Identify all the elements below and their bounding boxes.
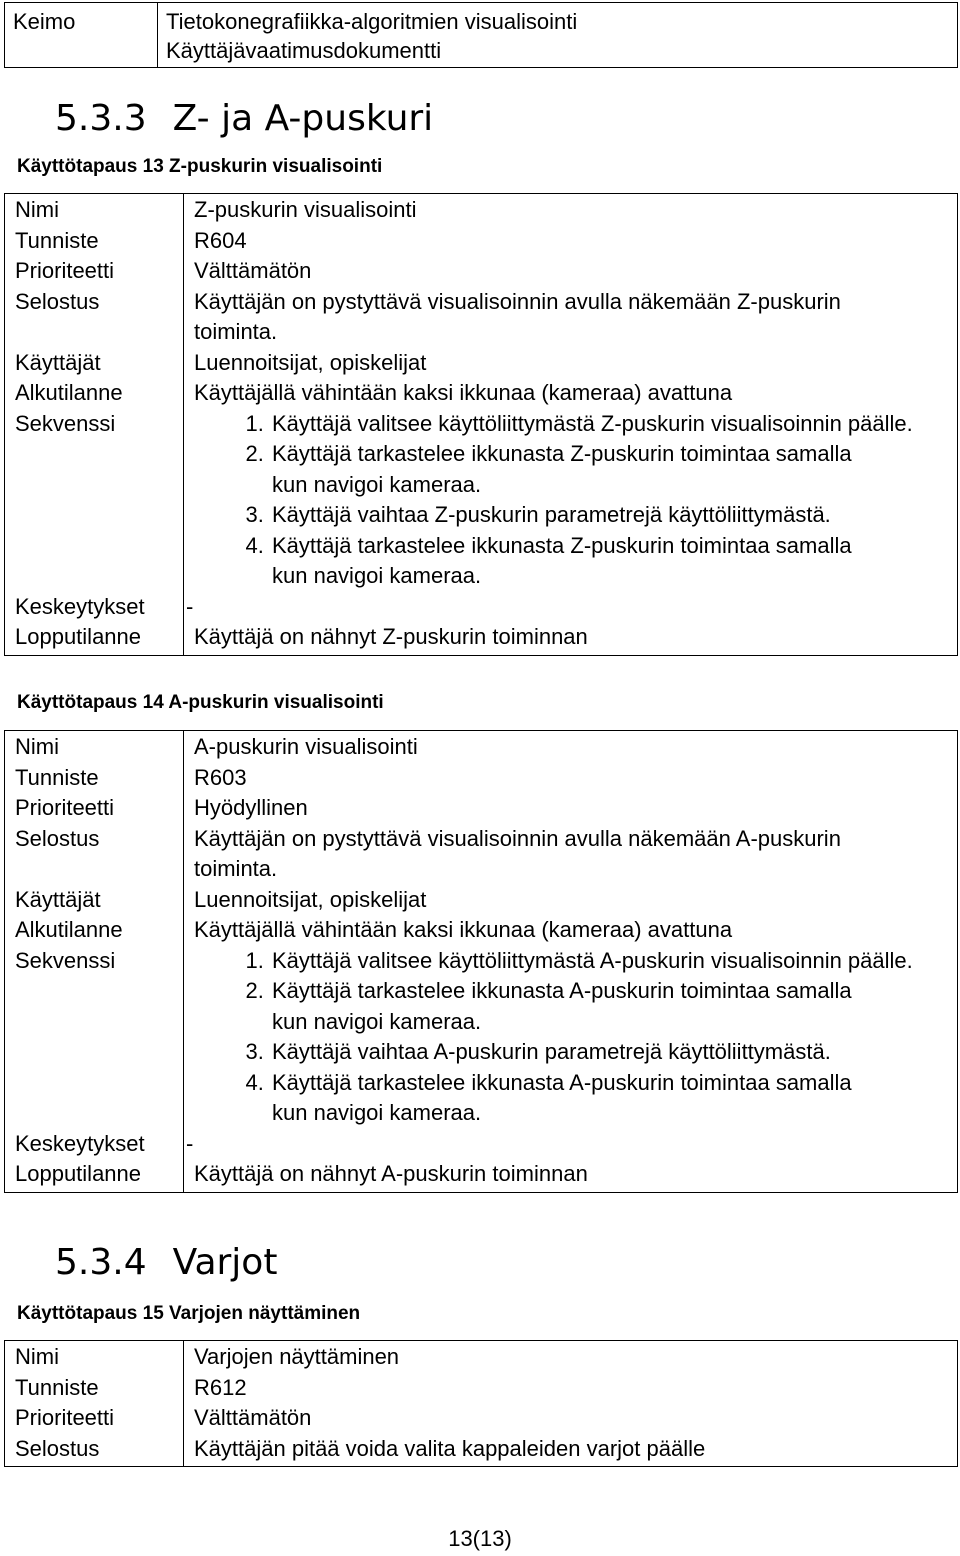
row-key: Alkutilanne: [5, 915, 184, 946]
table-row: [5, 287, 958, 348]
row-value: Hyödyllinen: [184, 793, 958, 824]
row-key: Selostus: [5, 287, 184, 348]
row-value: R603: [184, 763, 958, 794]
sequence-list: [194, 409, 947, 592]
table-row: [5, 194, 958, 226]
table-row: [5, 793, 958, 824]
row-key: Sekvenssi: [5, 946, 184, 1129]
row-value: Luennoitsijat, opiskelijat: [184, 885, 958, 916]
row-value: Käyttäjän pitää voida valita kappaleiden varjot päälle: [184, 1434, 958, 1467]
row-value: Käyttäjän on pystyttävä visualisoinnin avulla näkemään A-puskurin toiminta.: [184, 824, 958, 885]
use-case-table: [4, 1340, 958, 1467]
section-number: 5.3.4: [55, 1242, 147, 1283]
row-value: Käyttäjä on nähnyt A-puskurin toiminnan: [184, 1159, 958, 1192]
row-value: Käyttäjän on pystyttävä visualisoinnin avulla näkemään Z-puskurin toiminta.: [184, 287, 958, 348]
row-value: Välttämätön: [184, 256, 958, 287]
sequence-step: 2. Käyttäjä tarkastelee ikkunasta A-puskurin toimintaa samalla kun navigoi kameraa.: [270, 976, 947, 1037]
table-row: [5, 226, 958, 257]
row-value: Käyttäjä on nähnyt Z-puskurin toiminnan: [184, 622, 958, 655]
row-key: Prioriteetti: [5, 1403, 184, 1434]
document-info: [158, 3, 958, 68]
row-key: Selostus: [5, 1434, 184, 1467]
table-row: [5, 915, 958, 946]
table-row: [5, 409, 958, 592]
sequence-cell: [184, 946, 958, 1129]
section-heading: [55, 1242, 277, 1283]
section-number: 5.3.3: [55, 98, 147, 139]
table-row: [5, 1434, 958, 1467]
sequence-step: 4. Käyttäjä tarkastelee ikkunasta A-puskurin toimintaa samalla kun navigoi kameraa.: [270, 1068, 947, 1129]
row-value: Luennoitsijat, opiskelijat: [184, 348, 958, 379]
use-case-title: Käyttötapaus 13 Z-puskurin visualisointi: [17, 156, 383, 177]
row-key: Nimi: [5, 1341, 184, 1373]
use-case-table: [4, 730, 958, 1193]
section-heading: [55, 98, 433, 139]
table-row: [5, 348, 958, 379]
row-key: Käyttäjät: [5, 885, 184, 916]
row-key: Lopputilanne: [5, 1159, 184, 1192]
page-number: 13(13): [448, 1526, 512, 1551]
row-value: Käyttäjällä vähintään kaksi ikkunaa (kameraa) avattuna: [184, 378, 958, 409]
table-row: [5, 824, 958, 885]
sequence-step: 1. Käyttäjä valitsee käyttöliittymästä Z-puskurin visualisoinnin päälle.: [270, 409, 947, 440]
row-key: Prioriteetti: [5, 793, 184, 824]
row-value: R604: [184, 226, 958, 257]
sequence-step: 3. Käyttäjä vaihtaa A-puskurin parametrejä käyttöliittymästä.: [270, 1037, 947, 1068]
row-value: Välttämätön: [184, 1403, 958, 1434]
section-title: Varjot: [172, 1242, 278, 1283]
document-header: [4, 2, 958, 68]
project-name: Tietokonegrafiikka-algoritmien visualisointi: [166, 9, 578, 34]
row-key: Selostus: [5, 824, 184, 885]
organization-name: Keimo: [5, 3, 158, 68]
table-row: [5, 946, 958, 1129]
row-value: A-puskurin visualisointi: [184, 731, 958, 763]
row-key: Nimi: [5, 731, 184, 763]
row-key: Tunniste: [5, 226, 184, 257]
table-row: [5, 378, 958, 409]
row-key: Nimi: [5, 194, 184, 226]
row-value: Varjojen näyttäminen: [184, 1341, 958, 1373]
section-title: Z- ja A-puskuri: [172, 98, 434, 139]
use-case-title: Käyttötapaus 14 A-puskurin visualisointi: [17, 692, 384, 713]
use-case-table: [4, 193, 958, 656]
row-value: -: [184, 592, 958, 623]
row-key: Käyttäjät: [5, 348, 184, 379]
row-value: Z-puskurin visualisointi: [184, 194, 958, 226]
sequence-step: 3. Käyttäjä vaihtaa Z-puskurin parametrejä käyttöliittymästä.: [270, 500, 947, 531]
table-row: [5, 763, 958, 794]
table-row: [5, 1403, 958, 1434]
sequence-step: 2. Käyttäjä tarkastelee ikkunasta Z-puskurin toimintaa samalla kun navigoi kameraa.: [270, 439, 947, 500]
row-key: Tunniste: [5, 1373, 184, 1404]
table-row: [5, 622, 958, 655]
table-row: [5, 1373, 958, 1404]
row-key: Tunniste: [5, 763, 184, 794]
row-value: -: [184, 1129, 958, 1160]
row-key: Alkutilanne: [5, 378, 184, 409]
use-case-title: Käyttötapaus 15 Varjojen näyttäminen: [17, 1303, 361, 1324]
row-value: Käyttäjällä vähintään kaksi ikkunaa (kameraa) avattuna: [184, 915, 958, 946]
table-row: [5, 1129, 958, 1160]
row-key: Lopputilanne: [5, 622, 184, 655]
document-type: Käyttäjävaatimusdokumentti: [166, 38, 442, 63]
row-key: Sekvenssi: [5, 409, 184, 592]
table-row: [5, 1341, 958, 1373]
row-value: R612: [184, 1373, 958, 1404]
row-key: Keskeytykset: [5, 592, 184, 623]
sequence-cell: [184, 409, 958, 592]
table-row: [5, 256, 958, 287]
row-key: Prioriteetti: [5, 256, 184, 287]
table-row: [5, 1159, 958, 1192]
table-row: [5, 592, 958, 623]
sequence-step: 4. Käyttäjä tarkastelee ikkunasta Z-puskurin toimintaa samalla kun navigoi kameraa.: [270, 531, 947, 592]
table-row: [5, 731, 958, 763]
sequence-list: [194, 946, 947, 1129]
row-key: Keskeytykset: [5, 1129, 184, 1160]
table-row: [5, 885, 958, 916]
sequence-step: 1. Käyttäjä valitsee käyttöliittymästä A-puskurin visualisoinnin päälle.: [270, 946, 947, 977]
